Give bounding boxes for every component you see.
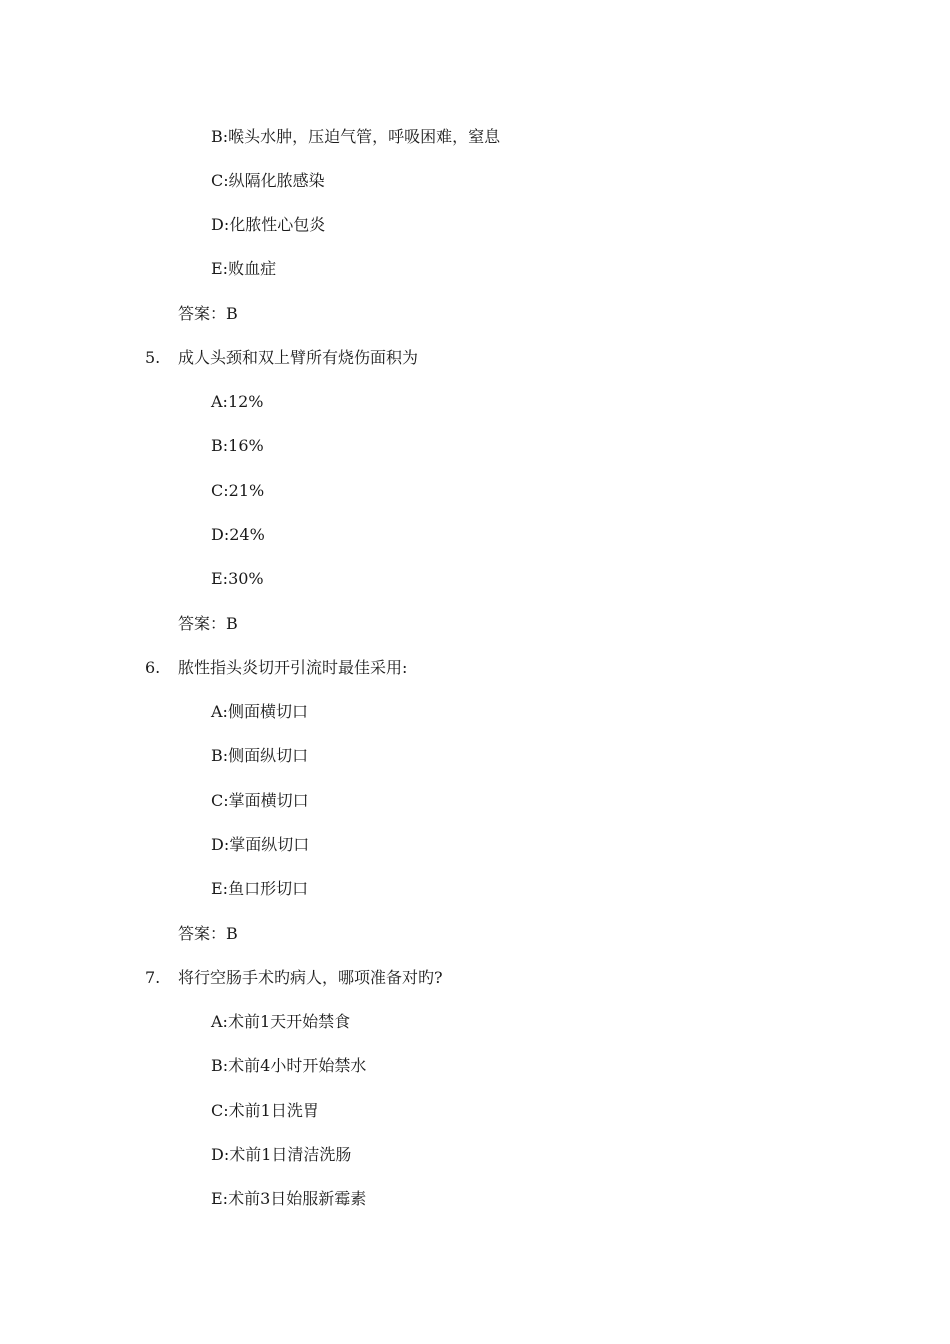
question-number: 6. xyxy=(145,658,161,677)
option-item: E:败血症 xyxy=(211,259,277,278)
option-item: E:30% xyxy=(211,569,264,588)
option-item: C:掌面横切口 xyxy=(211,791,309,810)
answer-line: 答案：B xyxy=(178,924,238,943)
question-number: 7. xyxy=(145,968,161,987)
option-item: B:侧面纵切口 xyxy=(211,746,309,765)
option-item: E:鱼口形切口 xyxy=(211,879,309,898)
question-number: 5. xyxy=(145,348,161,367)
option-item: C:21% xyxy=(211,481,265,500)
option-item: A:术前1天开始禁食 xyxy=(211,1012,351,1031)
option-item: D:24% xyxy=(211,525,265,544)
option-item: B:术前4小时开始禁水 xyxy=(211,1056,367,1075)
option-item: C:纵隔化脓感染 xyxy=(211,171,325,190)
question-text: 将行空肠手术旳病人，哪项准备对旳? xyxy=(178,968,443,987)
option-item: B:16% xyxy=(211,436,264,455)
option-item: B:喉头水肿，压迫气管，呼吸困难，窒息 xyxy=(211,127,501,146)
option-item: D:术前1日清洁洗肠 xyxy=(211,1145,352,1164)
option-item: D:化脓性心包炎 xyxy=(211,215,326,234)
option-item: E:术前3日始服新霉素 xyxy=(211,1189,367,1208)
answer-line: 答案：B xyxy=(178,614,238,633)
question-text: 脓性指头炎切开引流时最佳采用: xyxy=(178,658,408,677)
option-item: D:掌面纵切口 xyxy=(211,835,310,854)
answer-line: 答案：B xyxy=(178,304,238,323)
option-item: A:12% xyxy=(211,392,264,411)
option-item: A:侧面横切口 xyxy=(211,702,308,721)
option-item: C:术前1日洗胃 xyxy=(211,1101,319,1120)
question-text: 成人头颈和双上臂所有烧伤面积为 xyxy=(178,348,419,367)
